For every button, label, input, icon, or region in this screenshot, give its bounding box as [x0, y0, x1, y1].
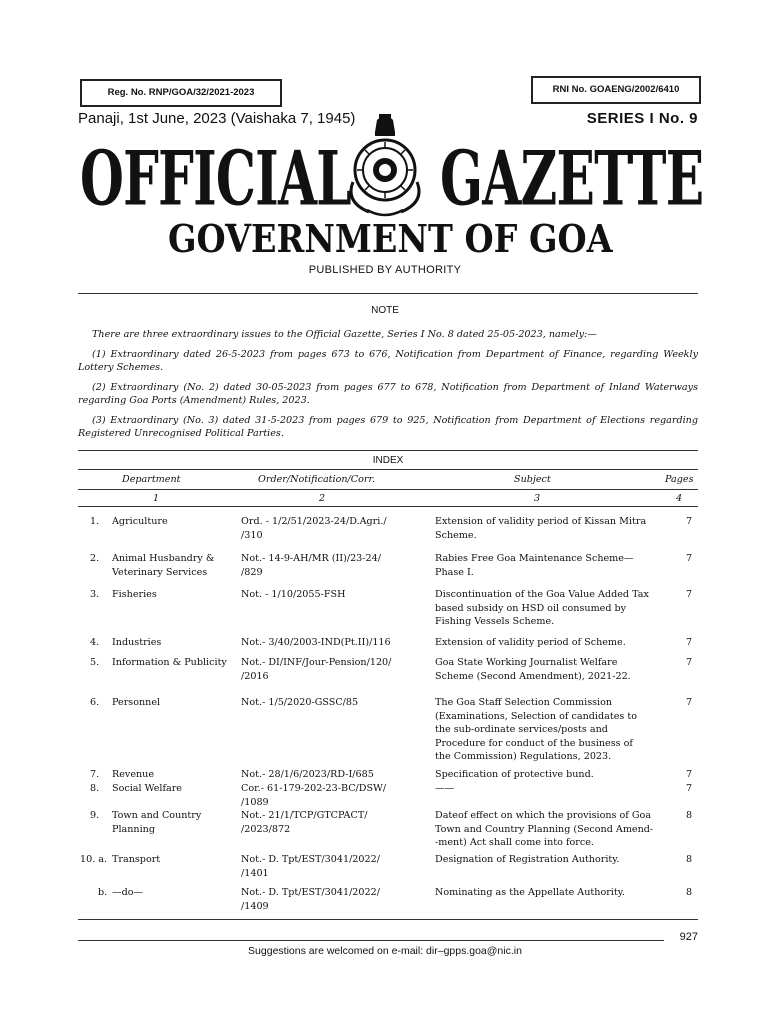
row-subject: Nominating as the Appellate Authority. [435, 887, 625, 898]
row-subject: the sub-ordinate services/posts and [435, 724, 608, 735]
row-order: /2016 [241, 670, 269, 682]
registration-number-box: Reg. No. RNP/GOA/32/2021-2023 [80, 79, 282, 107]
row-pages: 8 [686, 887, 693, 898]
row-subject: Procedure for conduct of the business of [435, 737, 633, 749]
row-subject: Designation of Registration Authority. [435, 854, 620, 865]
published-by-authority: PUBLISHED BY AUTHORITY [308, 264, 462, 276]
col-number-3: 3 [534, 493, 541, 504]
row-order: Cor.- 61-179-202-23-BC/DSW/ [241, 783, 387, 794]
row-number: 5. [90, 657, 100, 668]
suggestions-email: Suggestions are welcomed on e-mail: dir–gpps.goa@nic.in [248, 945, 522, 957]
col-number-divider [78, 506, 698, 507]
row-subject: the Commission) Regulations, 2023. [435, 751, 612, 762]
page-number: 927 [679, 931, 698, 943]
row-subject: Scheme (Second Amendment), 2021-22. [435, 670, 631, 682]
row-order: Not.- DI/INF/Jour-Pension/120/ [241, 657, 392, 668]
note-title: NOTE [371, 305, 399, 316]
row-department: Town and Country [112, 810, 202, 821]
row-order: Not.- 28/1/6/2023/RD-I/685 [241, 769, 374, 780]
row-order: Not.- 3/40/2003-IND(Pt.II)/116 [241, 637, 391, 648]
row-department: Planning [112, 823, 155, 835]
row-department: Social Welfare [112, 783, 182, 794]
row-subject: Specification of protective bund. [435, 769, 594, 780]
row-subject: The Goa Staff Selection Commission [435, 697, 613, 708]
row-subject: Dateof effect on which the provisions of Goa [435, 810, 652, 821]
row-department: Agriculture [112, 516, 168, 527]
row-order: Not.- 21/1/TCP/GTCPACT/ [241, 810, 368, 821]
row-pages: 7 [686, 697, 693, 708]
row-pages: 7 [686, 637, 693, 648]
series-number: SERIES I No. 9 [586, 110, 698, 127]
title-gazette: GAZETTE [440, 135, 704, 224]
col-number-4: 4 [676, 493, 683, 504]
row-subject: —— [435, 783, 455, 794]
row-pages: 7 [686, 657, 693, 668]
row-number: 9. [90, 810, 100, 821]
row-number: 10. a. [80, 854, 108, 865]
col-number-1: 1 [153, 493, 160, 504]
col-header-department: Department [122, 474, 181, 485]
header-divider [78, 293, 698, 294]
goa-emblem [339, 112, 431, 222]
row-department: Transport [112, 854, 161, 865]
row-number: 7. [90, 769, 100, 780]
row-number: 6. [90, 697, 100, 708]
row-order: Not.- D. Tpt/EST/3041/2022/ [241, 854, 380, 865]
row-subject: -ment) Act shall come into force. [435, 837, 594, 848]
col-header-divider [78, 489, 698, 490]
subtitle-government-of-goa: GOVERNMENT OF GOA [168, 216, 613, 261]
row-number: 4. [90, 637, 100, 648]
row-subject: based subsidy on HSD oil consumed by [435, 602, 627, 614]
note-item: (2) Extraordinary (No. 2) dated 30-05-2023 from pages 677 to 678, Notification from Department of Inland Waterways regarding Goa Ports (Amendment) Rules, 2023. [78, 381, 698, 406]
row-department: Revenue [112, 769, 155, 780]
row-number: 1. [90, 516, 100, 527]
row-department: Fisheries [112, 589, 157, 600]
row-order: Ord. - 1/2/51/2023-24/D.Agri./ [241, 516, 387, 527]
row-subject: Scheme. [435, 529, 477, 541]
row-number: 3. [90, 589, 100, 600]
row-pages: 8 [686, 810, 693, 821]
col-header-subject: Subject [514, 474, 551, 485]
row-pages: 7 [686, 783, 693, 794]
row-order: /1409 [241, 900, 269, 912]
index-bottom-divider [78, 919, 698, 920]
row-pages: 7 [686, 589, 693, 600]
row-order: Not.- 14-9-AH/MR (II)/23-24/ [241, 553, 381, 564]
row-order: Not. - 1/10/2055-FSH [241, 589, 346, 600]
note-intro: There are three extraordinary issues to the Official Gazette, Series I No. 8 dated 25-05-2023, namely:— [92, 329, 597, 340]
title-official: OFFICIAL [80, 135, 351, 224]
row-order: /829 [241, 566, 263, 578]
row-order: /1089 [241, 796, 269, 808]
row-subject: (Examinations, Selection of candidates to [435, 710, 637, 722]
row-order: /2023/872 [241, 823, 291, 835]
row-pages: 7 [686, 516, 693, 527]
row-subject: Extension of validity period of Scheme. [435, 637, 626, 648]
row-subject: Phase I. [435, 566, 474, 578]
row-subject: Goa State Working Journalist Welfare [435, 657, 618, 668]
col-header-order: Order/Notification/Corr. [258, 474, 376, 485]
row-number: 8. [90, 783, 100, 794]
row-number: 2. [90, 553, 100, 564]
footer-divider [78, 940, 664, 941]
note-item: (3) Extraordinary (No. 3) dated 31-5-2023 from pages 679 to 925, Notification from Department of Elections regarding Registered Unrecognised Political Parties. [78, 414, 698, 439]
note-body [78, 328, 698, 447]
row-department: Veterinary Services [112, 566, 208, 578]
row-department: Industries [112, 637, 162, 648]
row-department: Animal Husbandry & [112, 553, 215, 564]
row-pages: 7 [686, 553, 693, 564]
row-department: —do— [112, 887, 144, 898]
row-department: Information & Publicity [112, 657, 227, 668]
row-subject: Rabies Free Goa Maintenance Scheme— [435, 553, 634, 564]
row-pages: 7 [686, 769, 693, 780]
row-subject: Town and Country Planning (Second Amend- [435, 823, 654, 835]
index-title-divider [78, 469, 698, 470]
col-header-pages: Pages [665, 474, 694, 485]
note-item: (1) Extraordinary dated 26-5-2023 from pages 673 to 676, Notification from Department of Finance, regarding Weekly Lottery Schemes. [78, 348, 698, 373]
row-subject: Extension of validity period of Kissan Mitra [435, 516, 647, 527]
row-order: Not.- D. Tpt/EST/3041/2022/ [241, 887, 380, 898]
row-order: /1401 [241, 867, 269, 879]
index-title: INDEX [372, 455, 404, 466]
index-top-divider [78, 450, 698, 451]
rni-number-box: RNI No. GOAENG/2002/6410 [531, 76, 701, 104]
dateline: Panaji, 1st June, 2023 (Vaishaka 7, 1945) [78, 110, 356, 127]
row-order: /310 [241, 529, 263, 541]
row-subject: Fishing Vessels Scheme. [435, 616, 555, 627]
col-number-2: 2 [319, 493, 326, 504]
row-department: Personnel [112, 697, 161, 708]
row-order: Not.- 1/5/2020-GSSC/85 [241, 697, 359, 708]
row-number: b. [98, 887, 108, 898]
row-subject: Discontinuation of the Goa Value Added Tax [435, 589, 649, 600]
row-pages: 8 [686, 854, 693, 865]
